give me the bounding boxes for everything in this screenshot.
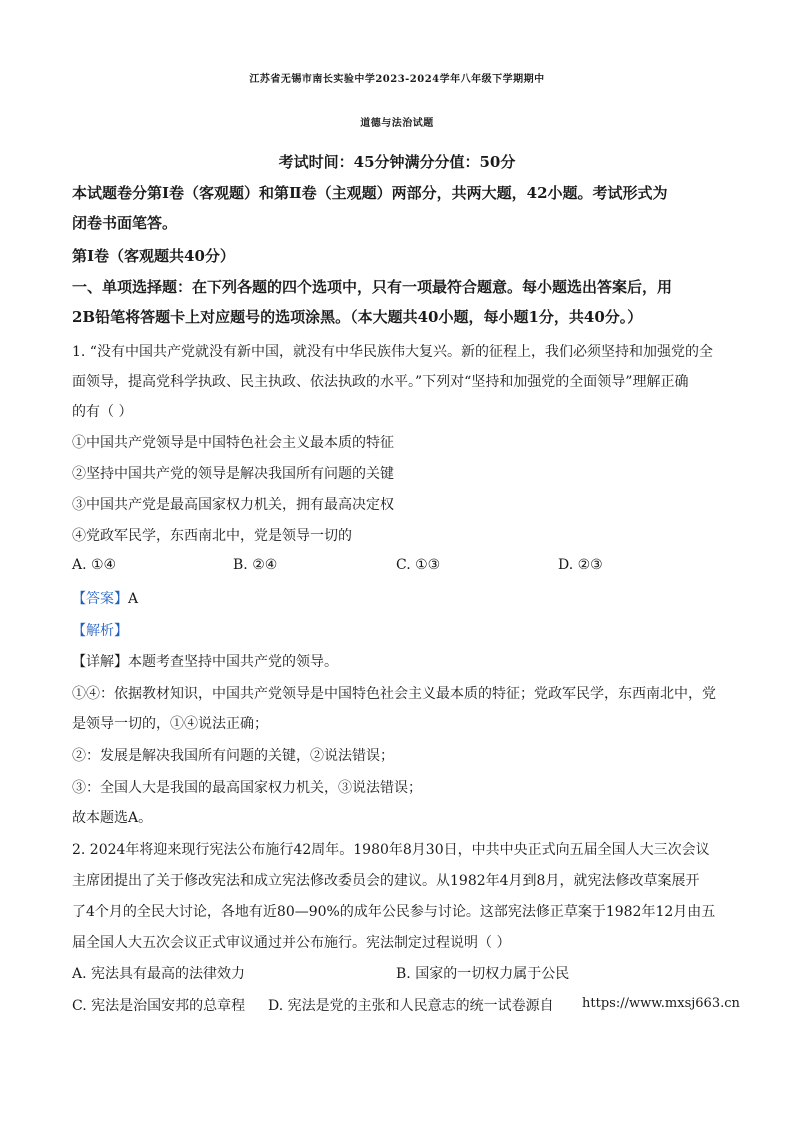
q1-stem-line-3: 的有（ ） bbox=[72, 404, 133, 420]
detail-text: 本题考查坚持中国共产党的领导。 bbox=[128, 654, 338, 670]
q1-option-b: B. ②④ bbox=[233, 557, 278, 573]
q1-explanation-2: ②：发展是解决我国所有问题的关键，②说法错误； bbox=[72, 748, 394, 764]
q1-explanation-3: ③：全国人大是我国的最高国家权力机关，③说法错误； bbox=[72, 780, 422, 796]
q1-option-a: A. ①④ bbox=[72, 557, 117, 573]
q2-option-b: B. 国家的一切权力属于公民 bbox=[396, 966, 570, 982]
q1-explanation-1-line-1: ①④：依据教材知识，中国共产党领导是中国特色社会主义最本质的特征；党政军民学，东西南北中，党 bbox=[72, 686, 716, 702]
q2-stem-line-4: 届全国人大五次会议正式审议通过并公布施行。宪法制定过程说明（ ） bbox=[72, 935, 511, 951]
q1-stem-line-2: 面领导，提高党科学执政、民主执政、依法执政的水平。”下列对“坚持和加强党的全面领导”理解正确 bbox=[72, 374, 689, 390]
q2-option-a: A. 宪法具有最高的法律效力 bbox=[72, 966, 246, 982]
exam-title-line2: 道德与法治试题 bbox=[360, 118, 434, 129]
q1-stem-line-1: 1. “没有中国共产党就没有新中国，就没有中华民族伟大复兴。新的征程上，我们必须坚持和加强党的全 bbox=[72, 344, 713, 360]
section-instructions-line-2: 2B铅笔将答题卡上对应题号的选项涂黑。（本大题共40小题，每小题1分，共40分。） bbox=[72, 308, 643, 326]
section-heading: 第Ⅰ卷（客观题共40分） bbox=[72, 247, 235, 265]
source-url[interactable]: https://www.mxsj663.cn bbox=[582, 996, 740, 1011]
analysis-tag: 【解析】 bbox=[72, 623, 128, 639]
q1-detail bbox=[72, 651, 338, 671]
detail-tag: 【详解】 bbox=[72, 654, 128, 670]
intro-line-2: 闭卷书面笔答。 bbox=[72, 214, 178, 232]
q1-statement-1: ①中国共产党领导是中国特色社会主义最本质的特征 bbox=[72, 435, 394, 451]
q1-statement-2: ②坚持中国共产党的领导是解决我国所有问题的关键 bbox=[72, 466, 394, 482]
answer-tag: 【答案】 bbox=[72, 591, 128, 607]
q1-option-c: C. ①③ bbox=[396, 557, 441, 573]
exam-info: 考试时间：45分钟满分分值：50分 bbox=[278, 153, 516, 171]
q1-answer bbox=[72, 588, 138, 608]
q2-stem-line-3: 了4个月的全民大讨论，各地有近80—90%的成年公民参与讨论。这部宪法修正草案于1982年12月由五 bbox=[72, 904, 716, 920]
exam-title-line1: 江苏省无锡市南长实验中学2023-2024学年八年级下学期期中 bbox=[249, 74, 545, 85]
q2-option-d: D. 宪法是党的主张和人民意志的统一试卷源自 bbox=[268, 998, 554, 1014]
section-instructions-line-1: 一、单项选择题：在下列各题的四个选项中，只有一项最符合题意。每小题选出答案后，用 bbox=[72, 278, 673, 296]
intro-line-1: 本试题卷分第Ⅰ卷（客观题）和第Ⅱ卷（主观题）两部分，共两大题，42小题。考试形式为 bbox=[72, 184, 668, 202]
q1-option-d: D. ②③ bbox=[558, 557, 603, 573]
q2-option-c: C. 宪法是治国安邦的总章程 bbox=[72, 998, 246, 1014]
q1-statement-4: ④党政军民学，东西南北中，党是领导一切的 bbox=[72, 528, 352, 544]
q1-explanation-1-line-2: 是领导一切的，①④说法正确； bbox=[72, 716, 268, 732]
q2-stem-line-1: 2. 2024年将迎来现行宪法公布施行42周年。1980年8月30日，中共中央正式向五届全国人大三次会议 bbox=[72, 842, 710, 858]
q1-conclusion: 故本题选A。 bbox=[72, 810, 153, 826]
q1-statement-3: ③中国共产党是最高国家权力机关，拥有最高决定权 bbox=[72, 497, 394, 513]
answer-value: A bbox=[128, 591, 139, 607]
q2-stem-line-2: 主席团提出了关于修改宪法和成立宪法修改委员会的建议。从1982年4月到8月，就宪法修改草案展开 bbox=[72, 873, 700, 889]
